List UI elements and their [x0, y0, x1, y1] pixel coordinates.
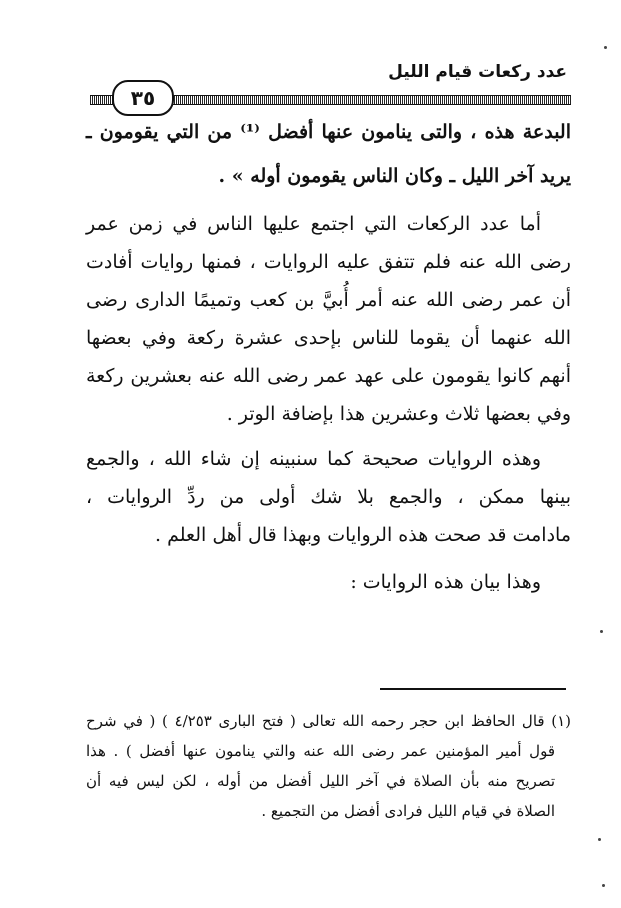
footnote-separator	[380, 688, 566, 690]
intro-line: يريد آخر الليل ـ وكان الناس يقومون أوله » .	[218, 165, 571, 187]
paragraph-2	[86, 440, 571, 554]
paragraph-line: رضى الله عنه فلم تتفق عليه الروايات ، فمنها روايات أفادت	[86, 251, 571, 273]
footnote-line: الصلاة في قيام الليل فرادى أفضل من التجميع .	[261, 802, 555, 820]
scan-speck	[598, 838, 601, 841]
footnotes	[86, 706, 571, 826]
scan-speck	[602, 884, 605, 887]
footnote-line: (١) قال الحافظ ابن حجر رحمه الله تعالى ( فتح البارى ٤/٢٥٣ ) ( في شرح	[86, 712, 571, 730]
paragraph-line: وهذه الروايات صحيحة كما سنبينه إن شاء الله ، والجمع	[86, 448, 541, 470]
paragraph-line: أما عدد الركعات التي اجتمع عليها الناس في زمن عمر	[86, 213, 541, 235]
paragraph-line: أنهم كانوا يقومون على عهد عمر رضى الله عنه بعشرين ركعة	[86, 365, 571, 387]
intro-block	[86, 110, 571, 198]
paragraph-line: بينها ممكن ، والجمع بلا شك أولى من ردِّ الروايات ،	[86, 486, 571, 508]
paragraph-line: مادامت قد صحت هذه الروايات وبهذا قال أهل العلم .	[155, 524, 571, 546]
scan-speck	[600, 630, 603, 633]
scan-speck	[604, 46, 607, 49]
paragraph-line: أن عمر رضى الله عنه أمر أُبيَّ بن كعب وتميمًا الدارى رضى	[86, 289, 571, 311]
intro-line: البدعة هذه ، والتى ينامون عنها أفضل ⁽¹⁾ من التي يقومون ـ	[86, 121, 572, 143]
paragraph-line: وفي بعضها ثلاث وعشرين هذا بإضافة الوتر .	[226, 403, 571, 425]
paragraph-line: وهذا بيان هذه الروايات :	[350, 571, 541, 593]
page-number-badge: ٣٥	[112, 80, 174, 116]
paragraph-3	[86, 563, 571, 601]
paragraph-line: الله عنهما أن يقوما للناس بإحدى عشرة ركعة وفي بعضها	[86, 327, 571, 349]
footnote-line: تصريح منه بأن الصلاة في آخر الليل أفضل من أوله ، لكن ليس فيه أن	[86, 772, 555, 790]
footnote-line: قول أمير المؤمنين عمر رضى الله عنه والتي ينامون عنها أفضل ) . هذا	[86, 742, 555, 760]
paragraph-1	[86, 205, 571, 433]
running-header-title: عدد ركعات قيام الليل	[388, 62, 567, 82]
